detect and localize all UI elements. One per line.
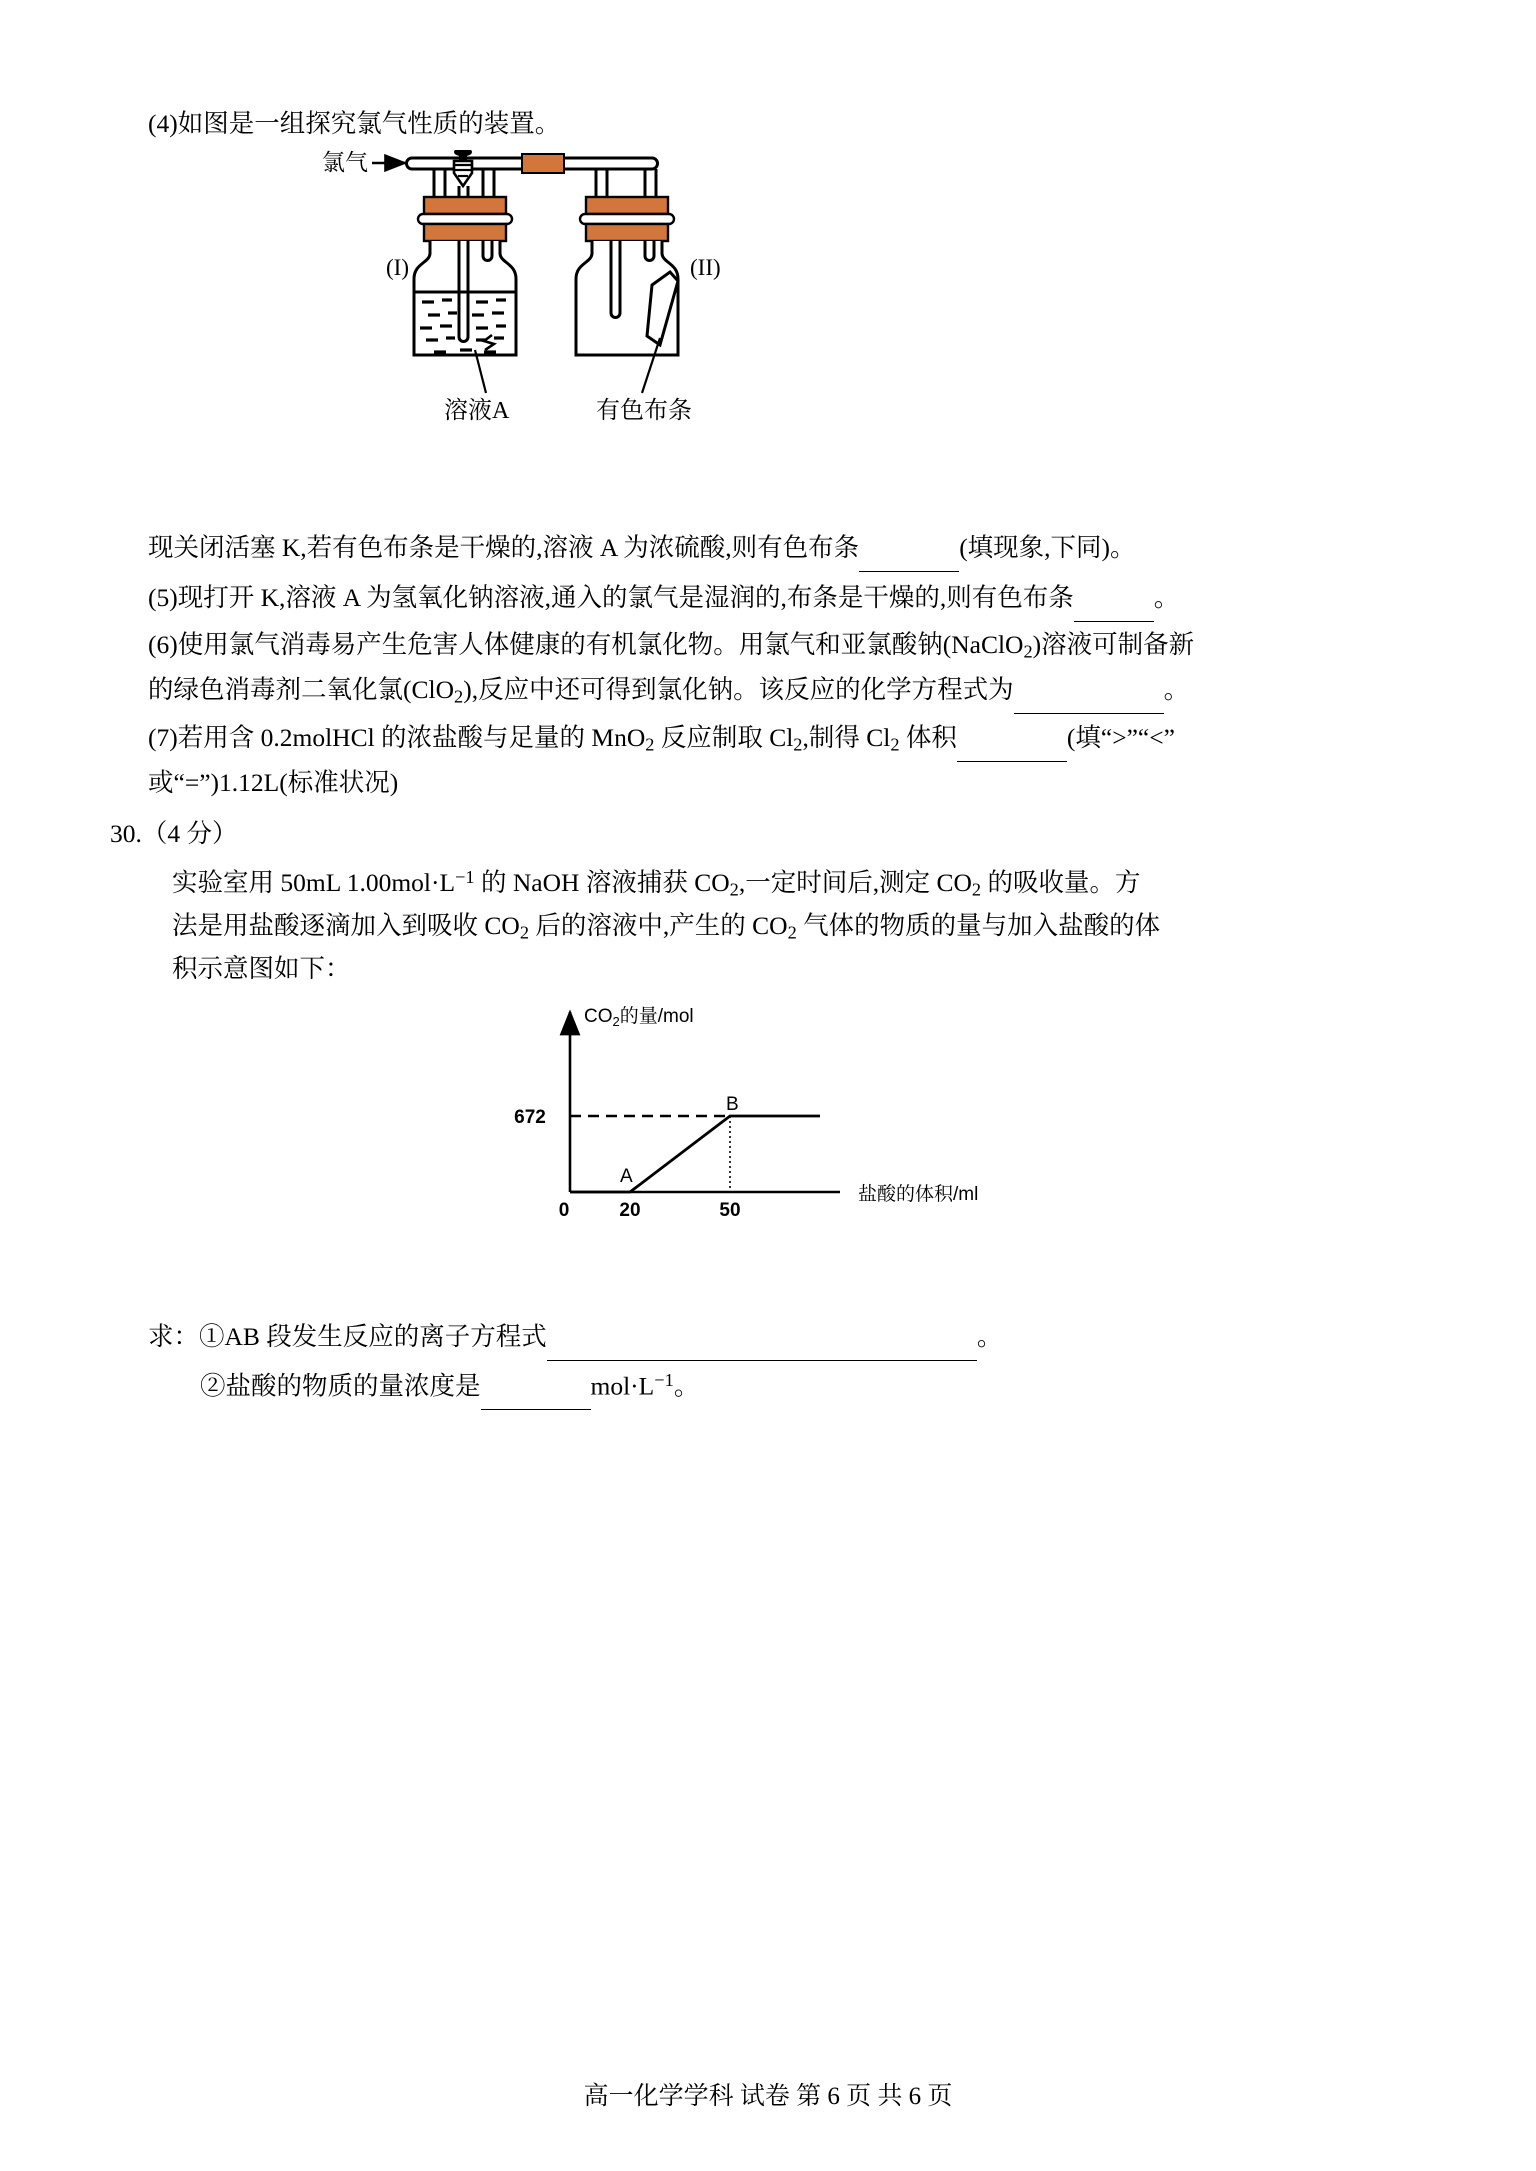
answer-blank-7[interactable] xyxy=(957,721,1067,762)
close-stopcock-sentence xyxy=(148,528,1408,572)
chart-x-tick-50: 50 xyxy=(719,1200,741,1221)
q6-text-b3: 。 xyxy=(1163,675,1190,704)
q7-text-a2: 反应制取 Cl xyxy=(654,723,794,752)
question-7-line2: 或“=”)1.12L(标准状况) xyxy=(148,768,399,797)
answer-blank-30-2[interactable] xyxy=(481,1370,591,1410)
q7-text-a3: ,制得 Cl xyxy=(802,723,891,752)
q6-text-a2: )溶液可制备新 xyxy=(1032,630,1195,659)
question-6-line2 xyxy=(148,670,1438,714)
q5-text-a: (5)现打开 K,溶液 A 为氢氧化钠溶液,通入的氯气是湿润的,布条是干燥的,则有色布条 xyxy=(148,583,1074,612)
problem-30-line1 xyxy=(172,862,1462,905)
close-k-text-b: (填现象,下同)。 xyxy=(959,533,1136,562)
bottle-1-label: (I) xyxy=(386,255,409,280)
answer-blank-5[interactable] xyxy=(1074,581,1154,622)
co2-volume-chart xyxy=(480,1000,1080,1300)
ask1-text-b: 。 xyxy=(976,1322,1003,1351)
problem-30-number: 30.（4 分） xyxy=(110,819,238,848)
p30-l2-c: 气体的物质的量与加入盐酸的体 xyxy=(796,911,1161,940)
ask2-text-c: 。 xyxy=(673,1371,700,1401)
p30-text-c: ,一定时间后,测定 CO xyxy=(738,868,972,897)
page-footer: 高一化学学科 试卷 第 6 页 共 6 页 xyxy=(583,2083,953,2110)
q7-sub-cl2b: 2 xyxy=(890,734,900,755)
problem-30-ask-2 xyxy=(200,1367,699,1410)
q7-text-a4: 体积 xyxy=(899,723,957,752)
chlorine-apparatus-diagram xyxy=(300,150,940,450)
question-5 xyxy=(148,578,1428,622)
p30-sub-co2a: 2 xyxy=(729,879,739,900)
problem-30-line3: 积示意图如下： xyxy=(172,954,351,983)
close-k-text-a: 现关闭活塞 K,若有色布条是干燥的,溶液 A 为浓硫酸,则有色布条 xyxy=(148,533,860,562)
solution-a-label: 溶液A xyxy=(444,398,510,424)
p30-sup-1: −1 xyxy=(455,866,475,887)
chart-y-axis-label: $CO_2$的量/mol xyxy=(584,1006,694,1029)
ask2-text-a: ②盐酸的物质的量浓度是 xyxy=(200,1371,481,1401)
q6-sub-2b: 2 xyxy=(454,686,464,707)
q7-text-a1: (7)若用含 0.2molHCl 的浓盐酸与足量的 MnO xyxy=(148,723,646,752)
ask2-sup: −1 xyxy=(654,1370,674,1390)
problem-30-ask-1 xyxy=(148,1318,1002,1361)
problem-30-line2 xyxy=(172,905,1462,948)
svg-text:氯气: 氯气 xyxy=(322,150,368,175)
chart-point-label-b: B xyxy=(726,1094,739,1115)
ask2-text-b: mol·L xyxy=(590,1371,655,1401)
answer-blank-30-1[interactable] xyxy=(547,1321,977,1361)
question-4-text: (4)如图是一组探究氯气性质的装置。 xyxy=(148,109,561,138)
question-7-line1 xyxy=(148,718,1438,762)
q6-text-b1: 的绿色消毒剂二氧化氯(ClO xyxy=(148,675,455,704)
q7-text-a5: (填“>”“<” xyxy=(1066,723,1175,752)
p30-text-a: 实验室用 50mL 1.00mol·L xyxy=(172,868,456,897)
p30-text-b: 的 NaOH 溶液捕获 CO xyxy=(474,868,730,897)
q6-sub-2: 2 xyxy=(1023,641,1033,662)
q6-text-b2: ),反应中还可得到氯化钠。该反应的化学方程式为 xyxy=(463,675,1014,704)
chart-point-label-a: A xyxy=(620,1166,633,1187)
q7-sub-mno2: 2 xyxy=(645,734,655,755)
chart-x-tick-20: 20 xyxy=(619,1200,641,1221)
chart-x-tick-0: 0 xyxy=(558,1200,570,1221)
q7-sub-cl2a: 2 xyxy=(793,734,803,755)
p30-sub-co2c: 2 xyxy=(519,922,529,943)
answer-blank-4[interactable] xyxy=(859,531,959,572)
colored-cloth-label: 有色布条 xyxy=(596,398,692,424)
p30-sub-co2b: 2 xyxy=(971,879,982,900)
ask1-text-a: 求：①AB 段发生反应的离子方程式 xyxy=(148,1322,547,1351)
bottle-2-label: (II) xyxy=(690,255,721,280)
q6-text-a: (6)使用氯气消毒易产生危害人体健康的有机氯化物。用氯气和亚氯酸钠(NaClO xyxy=(148,630,1024,659)
p30-text-d: 的吸收量。方 xyxy=(981,868,1141,897)
q5-text-b: 。 xyxy=(1153,583,1180,612)
p30-l2-b: 后的溶液中,产生的 CO xyxy=(529,911,788,940)
p30-sub-co2d: 2 xyxy=(787,922,797,943)
chart-y-tick-672: 672 xyxy=(514,1107,546,1128)
question-6-line1 xyxy=(148,625,1438,667)
chart-x-axis-label: 盐酸的体积/ml xyxy=(858,1184,979,1205)
answer-blank-6[interactable] xyxy=(1014,673,1164,714)
p30-l2-a: 法是用盐酸逐滴加入到吸收 CO xyxy=(172,911,520,940)
